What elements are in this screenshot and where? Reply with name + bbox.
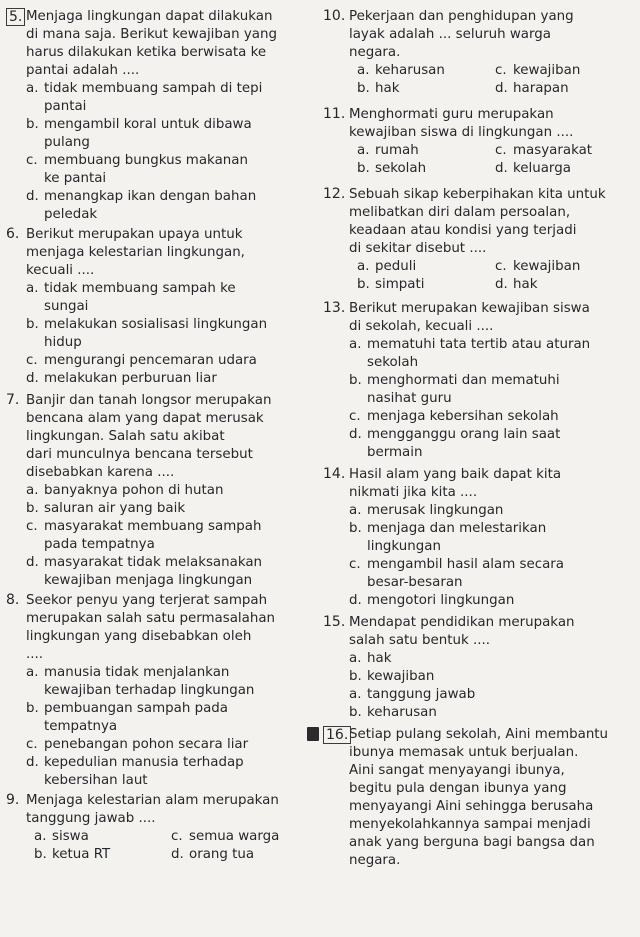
option-letter: d. (26, 555, 39, 570)
question-number: 14. (323, 466, 346, 482)
option-a (34, 828, 171, 846)
option-text: hak (513, 277, 538, 292)
option-letter: c. (495, 63, 507, 78)
option-text: saluran air yang baik (44, 501, 186, 516)
option-text: banyaknya pohon di hutan (44, 483, 224, 498)
option-letter: b. (26, 501, 39, 516)
option-a (349, 650, 633, 668)
question-8 (6, 592, 308, 790)
option-a (357, 258, 495, 276)
question-number: 6. (6, 226, 20, 242)
question-stem: Menghormati guru merupakan kewajiban siswa di lingkungan .... (349, 107, 574, 140)
option-c (495, 258, 633, 276)
option-letter: b. (34, 847, 47, 862)
option-b (349, 668, 633, 686)
option-text: hak (375, 81, 400, 96)
book-icon (307, 727, 319, 741)
question-stem: Hasil alam yang baik dapat kita nikmati jika kita .... (349, 467, 562, 500)
question-stem: Menjaga kelestarian alam merupakan tanggung jawab .... (26, 793, 279, 826)
option-text: keluarga (513, 161, 571, 176)
option-b (357, 80, 495, 98)
option-text: mengotori lingkungan (367, 593, 515, 608)
option-letter: d. (495, 81, 508, 96)
question-stem: Banjir dan tanah longsor merupakan bencana alam yang dapat merusak lingkungan. Salah satu akibat dari munculnya bencana tersebut disebabkan karena .... (26, 393, 272, 480)
question-number: 16. (323, 726, 351, 744)
question-stem: Setiap pulang sekolah, Aini membantu ibunya memasak untuk berjualan. Aini sangat menyayangi ibunya, begitu pula dengan ibunya yang menyayangi Aini sehingga berusaha menyekolahkannya sampai menjadi anak yang berguna bagi bangsa dan negara. (349, 727, 609, 868)
question-number: 12. (323, 186, 346, 202)
option-letter: b. (26, 317, 39, 332)
option-text: rumah (375, 143, 419, 158)
option-c (26, 152, 308, 188)
option-text: simpati (375, 277, 425, 292)
option-text: menangkap ikan dengan bahan peledak (44, 189, 257, 222)
option-letter: a. (357, 259, 370, 274)
option-letter: c. (349, 557, 361, 572)
option-text: orang tua (189, 847, 255, 862)
option-a (349, 502, 633, 520)
question-16 (323, 726, 633, 870)
option-text: siswa (52, 829, 89, 844)
question-number: 8. (6, 592, 20, 608)
option-letter: a. (26, 665, 39, 680)
option-letter: a. (349, 503, 362, 518)
option-a (26, 664, 308, 700)
question-9 (6, 792, 308, 864)
options-list (26, 80, 308, 224)
option-text: keharusan (375, 63, 445, 78)
option-letter: c. (495, 259, 507, 274)
option-text: kewajiban (367, 669, 435, 684)
option-d (495, 80, 633, 98)
option-d (495, 160, 633, 178)
option-text: ketua RT (52, 847, 111, 862)
option-text: tidak membuang sampah di tepi pantai (44, 81, 263, 114)
options-list (349, 502, 633, 610)
option-letter: c. (349, 409, 361, 424)
option-letter: d. (349, 427, 362, 442)
option-c (171, 828, 308, 846)
option-d (171, 846, 308, 864)
option-a (349, 336, 633, 372)
option-letter: a. (26, 483, 39, 498)
option-letter: c. (171, 829, 183, 844)
option-letter: b. (357, 81, 370, 96)
options-grid (349, 142, 633, 178)
option-letter: b. (26, 117, 39, 132)
question-10 (323, 8, 633, 98)
option-text: mengganggu orang lain saat bermain (367, 427, 561, 460)
question-number: 9. (6, 792, 20, 808)
options-list (26, 664, 308, 790)
option-letter: a. (357, 63, 370, 78)
option-letter: b. (26, 701, 39, 716)
option-text: masyarakat (513, 143, 593, 158)
option-a (26, 482, 308, 500)
option-text: menjaga kebersihan sekolah (367, 409, 559, 424)
option-letter: a. (349, 651, 362, 666)
option-a (357, 142, 495, 160)
option-text: tidak membuang sampah ke sungai (44, 281, 236, 314)
option-b (26, 116, 308, 152)
option-b (26, 700, 308, 736)
option-letter: d. (349, 593, 362, 608)
option-letter: a. (349, 337, 362, 352)
options-grid (349, 258, 633, 294)
option-text: peduli (375, 259, 417, 274)
option-d (26, 554, 308, 590)
option-letter: b. (349, 705, 362, 720)
option-a (26, 80, 308, 116)
option-c (26, 736, 308, 754)
option-letter: b. (357, 161, 370, 176)
option-text: keharusan (367, 705, 437, 720)
option-letter: c. (26, 737, 38, 752)
option-letter: b. (349, 669, 362, 684)
option-text: sekolah (375, 161, 427, 176)
option-b (357, 160, 495, 178)
option-d (26, 188, 308, 224)
option-text: menjaga dan melestarikan lingkungan (367, 521, 547, 554)
question-11 (323, 106, 633, 178)
option-b (26, 316, 308, 352)
option-letter: d. (171, 847, 184, 862)
right-column (323, 8, 633, 870)
option-d (495, 276, 633, 294)
option-letter: b. (357, 277, 370, 292)
question-number: 13. (323, 300, 346, 316)
question-number: 7. (6, 392, 20, 408)
option-text: membuang bungkus makanan ke pantai (44, 153, 248, 186)
option-letter: c. (495, 143, 507, 158)
option-letter: c. (26, 353, 38, 368)
option-b (349, 372, 633, 408)
question-number: 5. (6, 8, 25, 26)
option-letter: d. (26, 371, 39, 386)
option-letter: a. (26, 281, 39, 296)
option-text: melakukan perburuan liar (44, 371, 217, 386)
question-14 (323, 466, 633, 610)
option-text: masyarakat tidak melaksanakan kewajiban menjaga lingkungan (44, 555, 263, 588)
option-letter: a. (34, 829, 47, 844)
option-letter: d. (495, 161, 508, 176)
option-c (349, 556, 633, 592)
option-letter: d. (495, 277, 508, 292)
option-b (357, 276, 495, 294)
option-text: tanggung jawab (367, 687, 476, 702)
option-a (357, 62, 495, 80)
question-12 (323, 186, 633, 294)
option-text: pembuangan sampah pada tempatnya (44, 701, 228, 734)
options-list (26, 482, 308, 590)
question-number: 10. (323, 8, 346, 24)
option-letter: a. (26, 81, 39, 96)
question-stem: Menjaga lingkungan dapat dilakukan di mana saja. Berikut kewajiban yang harus dilakukan ketika berwisata ke pantai adalah .... (26, 9, 277, 78)
option-c (495, 142, 633, 160)
option-text: kepedulian manusia terhadap kebersihan laut (44, 755, 244, 788)
option-letter: a. (357, 143, 370, 158)
option-text: masyarakat membuang sampah pada tempatnya (44, 519, 262, 552)
option-letter: d. (26, 755, 39, 770)
option-text: merusak lingkungan (367, 503, 504, 518)
left-column (6, 8, 308, 864)
option-d (349, 592, 633, 610)
question-7 (6, 392, 308, 590)
options-list (349, 650, 633, 722)
option-b (26, 500, 308, 518)
question-stem: Seekor penyu yang terjerat sampah merupakan salah satu permasalahan lingkungan yang disebabkan oleh .... (26, 593, 276, 662)
option-d (26, 754, 308, 790)
options-grid (349, 62, 633, 98)
option-letter: c. (26, 153, 38, 168)
option-letter: b. (349, 521, 362, 536)
question-stem: Pekerjaan dan penghidupan yang layak adalah ... seluruh warga negara. (349, 9, 574, 60)
option-c (495, 62, 633, 80)
option-text: kewajiban (513, 63, 581, 78)
option-text: hak (367, 651, 392, 666)
option-text: manusia tidak menjalankan kewajiban terhadap lingkungan (44, 665, 255, 698)
question-stem: Mendapat pendidikan merupakan salah satu bentuk .... (349, 615, 575, 648)
option-text: menghormati dan mematuhi nasihat guru (367, 373, 560, 406)
option-c (349, 408, 633, 426)
option-d (349, 426, 633, 462)
option-text: penebangan pohon secara liar (44, 737, 249, 752)
option-text: melakukan sosialisasi lingkungan hidup (44, 317, 268, 350)
option-letter: a. (349, 687, 362, 702)
option-d (26, 370, 308, 388)
option-text: semua warga (189, 829, 280, 844)
question-5 (6, 8, 308, 224)
option-a (349, 686, 633, 704)
option-c (26, 352, 308, 370)
question-15 (323, 614, 633, 722)
option-text: harapan (513, 81, 569, 96)
question-stem: Berikut merupakan kewajiban siswa di sekolah, kecuali .... (349, 301, 590, 334)
question-stem: Sebuah sikap keberpihakan kita untuk melibatkan diri dalam persoalan, keadaan atau kondisi yang terjadi di sekitar disebut .... (349, 187, 606, 256)
question-stem: Berikut merupakan upaya untuk menjaga kelestarian lingkungan, kecuali .... (26, 227, 245, 278)
option-a (26, 280, 308, 316)
option-letter: d. (26, 189, 39, 204)
option-letter: b. (349, 373, 362, 388)
option-c (26, 518, 308, 554)
option-text: mengurangi pencemaran udara (44, 353, 257, 368)
options-list (26, 280, 308, 388)
option-text: mengambil koral untuk dibawa pulang (44, 117, 252, 150)
option-letter: c. (26, 519, 38, 534)
option-text: mengambil hasil alam secara besar-besaran (367, 557, 565, 590)
option-b (34, 846, 171, 864)
option-b (349, 704, 633, 722)
question-number: 11. (323, 106, 346, 122)
options-list (349, 336, 633, 462)
option-b (349, 520, 633, 556)
question-6 (6, 226, 308, 388)
question-number: 15. (323, 614, 346, 630)
option-text: mematuhi tata tertib atau aturan sekolah (367, 337, 591, 370)
options-grid (26, 828, 308, 864)
option-text: kewajiban (513, 259, 581, 274)
question-13 (323, 300, 633, 462)
